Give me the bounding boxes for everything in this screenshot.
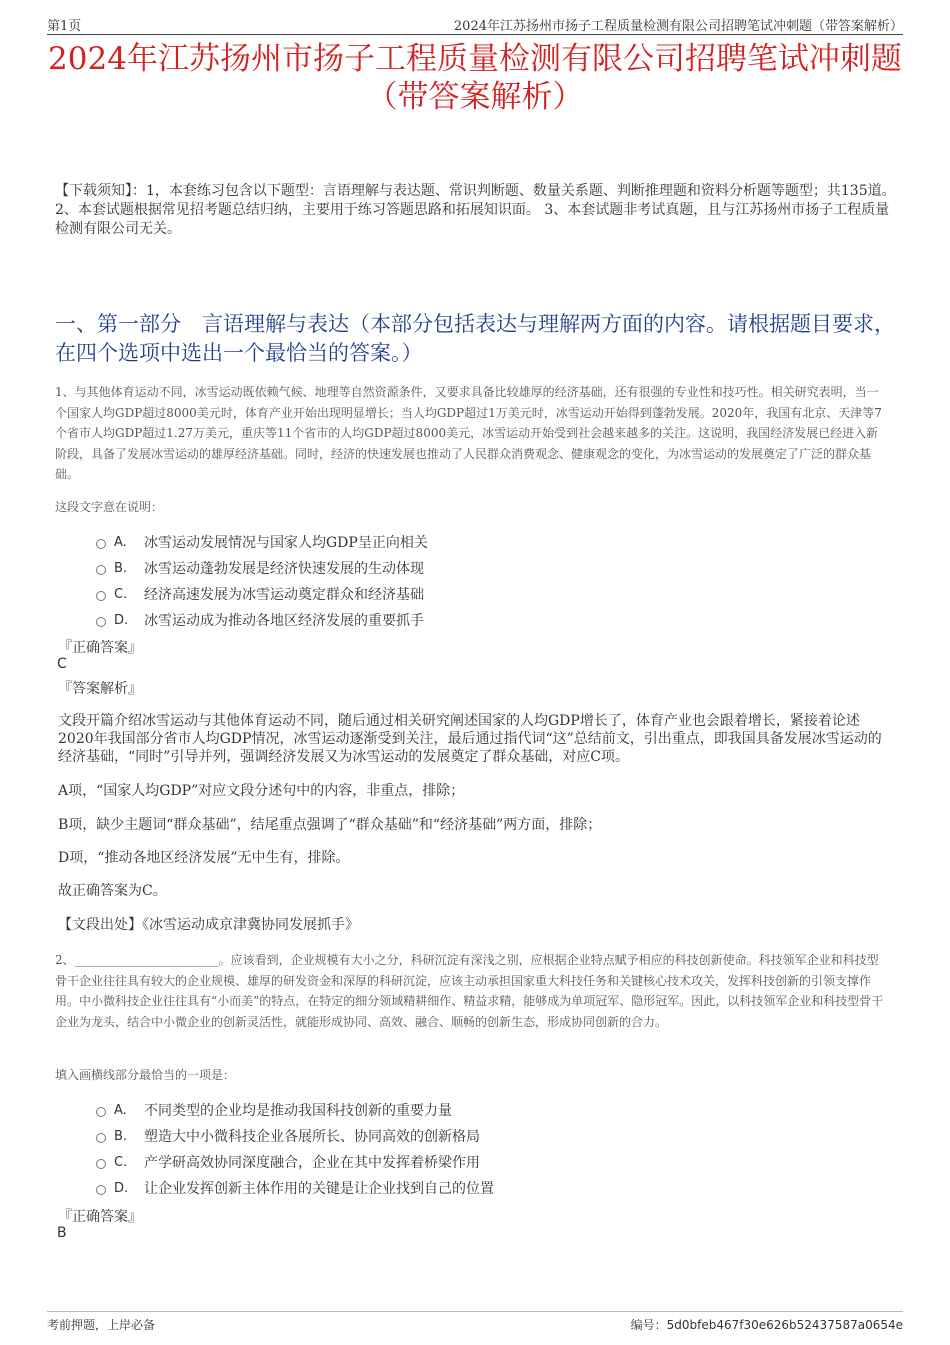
option-text: 冰雪运动蓬勃发展是经济快速发展的生动体现 [144,561,424,577]
section-heading: 一、第一部分 言语理解与表达（本部分包括表达与理解两方面的内容。请根据题目要求，在四个选项中选出一个最恰当的答案。） [55,312,895,365]
radio-icon[interactable] [96,565,106,575]
option-text: 塑造大中小微科技企业各展所长、协同高效的创新格局 [144,1129,480,1145]
option-c[interactable] [96,1149,494,1175]
option-text: 经济高速发展为冰雪运动奠定群众和经济基础 [144,587,424,603]
option-text: 冰雪运动成为推动各地区经济发展的重要抓手 [144,613,424,629]
document-title [40,40,910,116]
option-letter: D. [114,1180,129,1196]
radio-icon[interactable] [96,1159,106,1169]
radio-icon[interactable] [96,539,106,549]
answer-value: B [57,1225,67,1241]
option-a[interactable] [96,529,428,555]
footer-slogan: 考前押题，上岸必备 [47,1318,156,1332]
option-letter: D. [114,612,129,628]
answer-label: 『正确答案』 [58,640,142,656]
option-letter: C. [114,586,128,602]
question-2-options [96,1097,494,1201]
analysis-paragraph: 文段开篇介绍冰雪运动与其他体育运动不同，随后通过相关研究阐述国家的人均GDP增长了，体育产业也会跟着增长，紧接着论述2020年我国部分省市人均GDP情况，冰雪运动逐渐受到关注，最后通过指代词“这”总结前文，引出重点，即我国具备发展冰雪运动的经济基础，“同时”引导并列，强调经济发展又为冰雪运动的发展奠定了群众基础，对应C项。 [58,713,882,765]
document-id [631,1316,903,1333]
option-letter: A. [114,1102,127,1118]
question-1-options [96,529,428,633]
option-text: 产学研高效协同深度融合，企业在其中发挥着桥梁作用 [144,1155,480,1171]
option-c[interactable] [96,581,428,607]
analysis-paragraph: D项，“推动各地区经济发展”无中生有，排除。 [58,850,350,866]
page-number: 第1页 [47,19,82,34]
download-notice: 【下载须知】：1，本套练习包含以下题型：言语理解与表达题、常识判断题、数量关系题、判断推理题和资料分析题等题型；共135道。 2、本套试题根据常见招考题总结归纳，主要用于练习答题思路和拓展知识面。 3、本套试题非考试真题，且与江苏扬州市扬子工程质量检测有限公司无关。 [55,183,896,237]
page-footer [47,1311,903,1336]
option-letter: C. [114,1154,128,1170]
option-a[interactable] [96,1097,494,1123]
question-1-stem: 这段文字意在说明： [55,500,164,514]
title-line-1: 2024年江苏扬州市扬子工程质量检测有限公司招聘笔试冲刺题 [48,41,902,77]
page-header [47,14,903,35]
radio-icon[interactable] [96,617,106,627]
option-b[interactable] [96,1123,494,1149]
option-text: 冰雪运动发展情况与国家人均GDP呈正向相关 [144,535,428,551]
analysis-paragraph: A项，“国家人均GDP”对应文段分述句中的内容，非重点，排除； [58,783,465,799]
header-doc-title: 2024年江苏扬州市扬子工程质量检测有限公司招聘笔试冲刺题（带答案解析） [453,19,903,34]
question-2-text: 2、________________________。应该看到，企业规模有大小之分，科研沉淀有深浅之别，应根据企业特点赋予相应的科技创新使命。科技领军企业和科技型骨干企业往往具有较大的企业规模、雄厚的研发资金和深厚的科研沉淀，应该主动承担国家重大科技任务和关键核心技术攻关，发挥科技创新的引领支撑作用。中小微科技企业往往具有“小而美”的特点，在特定的细分领域精耕细作、精益求精，能够成为单项冠军、隐形冠军。因此，以科技领军企业和科技型骨干企业为龙头，结合中小微企业的创新灵活性，就能形成协同、高效、融合、顺畅的创新生态，形成协同创新的合力。 [55,953,884,1029]
option-letter: B. [114,560,128,576]
option-b[interactable] [96,555,428,581]
question-1-text: 1、与其他体育运动不同，冰雪运动既依赖气候、地理等自然资源条件，又要求具备比较雄厚的经济基础，还有很强的专业性和技巧性。相关研究表明，当一个国家人均GDP超过8000美元时，体育产业开始出现明显增长；当人均GDP超过1万美元时，冰雪运动开始得到蓬勃发展。2020年，我国有北京、天津等7个省市人均GDP超过1.27万美元，重庆等11个省市的人均GDP超过8000美元，冰雪运动开始受到社会越来越多的关注。这说明，我国经济发展已经进入新阶段，具备了发展冰雪运动的雄厚经济基础。同时，经济的快速发展也推动了人民群众消费观念、健康观念的变化，为冰雪运动的发展奠定了广泛的群众基础。 [55,385,882,481]
option-d[interactable] [96,1175,494,1201]
title-line-2: （带答案解析） [366,79,584,115]
analysis-label: 『答案解析』 [58,681,142,697]
question-2-stem: 填入画横线部分最恰当的一项是： [55,1068,236,1082]
document-id-label: 编号： [630,1318,667,1332]
analysis-paragraph: B项，缺少主题词“群众基础”，结尾重点强调了“群众基础”和“经济基础”两方面，排除； [58,817,602,833]
option-text: 不同类型的企业均是推动我国科技创新的重要力量 [144,1103,452,1119]
radio-icon[interactable] [96,1107,106,1117]
radio-icon[interactable] [96,1133,106,1143]
option-letter: A. [114,534,127,550]
source-note: 【文段出处】《冰雪运动成京津冀协同发展抓手》 [58,917,359,933]
answer-value: C [57,656,67,672]
answer-label: 『正确答案』 [58,1209,142,1225]
option-d[interactable] [96,607,428,633]
option-text: 让企业发挥创新主体作用的关键是让企业找到自己的位置 [144,1181,494,1197]
document-id-value: 5d0bfeb467f30e626b52437587a0654e [666,1318,903,1332]
analysis-paragraph: 故正确答案为C。 [58,883,167,899]
radio-icon[interactable] [96,1185,106,1195]
option-letter: B. [114,1128,128,1144]
radio-icon[interactable] [96,591,106,601]
